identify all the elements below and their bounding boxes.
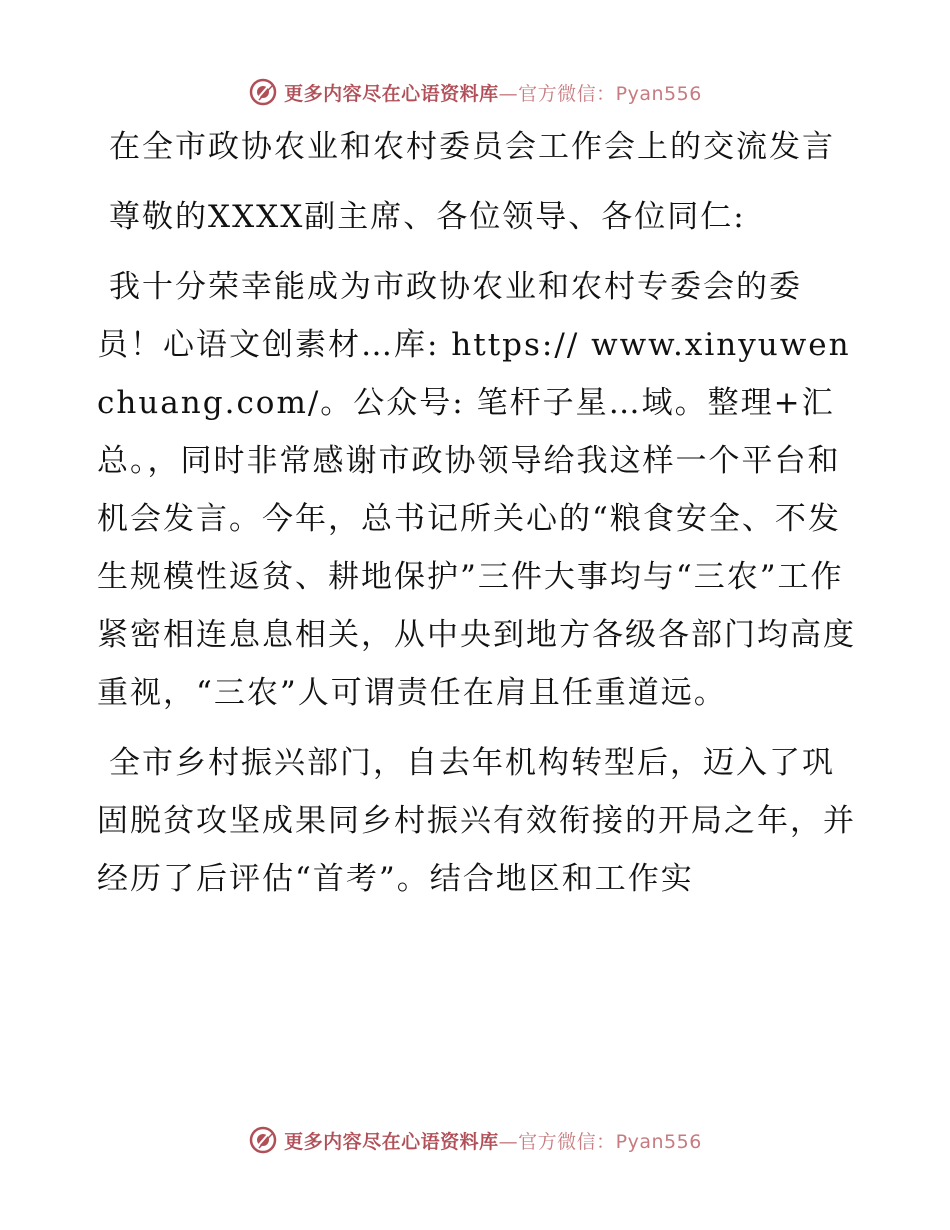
header-watermark [0, 72, 950, 112]
watermark-wechat: —官方微信：Pyan556 [498, 1130, 702, 1153]
watermark-site-name: 更多内容尽在心语资料库 [284, 1130, 499, 1153]
paragraph-1: 我十分荣幸能成为市政协农业和农村专委会的委员！心语文创素材…库: https:// www.xinyuwenchuang.com/。公众号: 笔杆子星…域。整理+汇总。，同时非常感谢市政协领导给我这样一个平台和机会发言。今年，总书记所关心的“粮食安全、不发生规模性返贫、耕地保护”三件大事均与“三农”工作紧密相连息息相关，从中央到地方各级各部门均高度重视，“三农”人可谓责任在肩且任重道远。 [97, 269, 856, 711]
greeting: 尊敬的XXXX副主席、各位领导、各位同仁: [109, 199, 746, 235]
watermark-text [284, 79, 702, 106]
watermark-text [284, 1127, 702, 1154]
logo-icon [248, 1125, 278, 1155]
watermark-site-name: 更多内容尽在心语资料库 [284, 82, 499, 105]
paragraph-2: 全市乡村振兴部门，自去年机构转型后，迈入了巩固脱贫攻坚成果同乡村振兴有效衔接的开局之年，并经历了后评估“首考”。结合地区和工作实 [97, 745, 856, 897]
footer-watermark [0, 1120, 950, 1160]
document-title: 在全市政协农业和农村委员会工作会上的交流发言 [109, 129, 835, 165]
document-body [97, 118, 857, 920]
logo-icon [248, 77, 278, 107]
watermark-wechat: —官方微信：Pyan556 [498, 82, 702, 105]
